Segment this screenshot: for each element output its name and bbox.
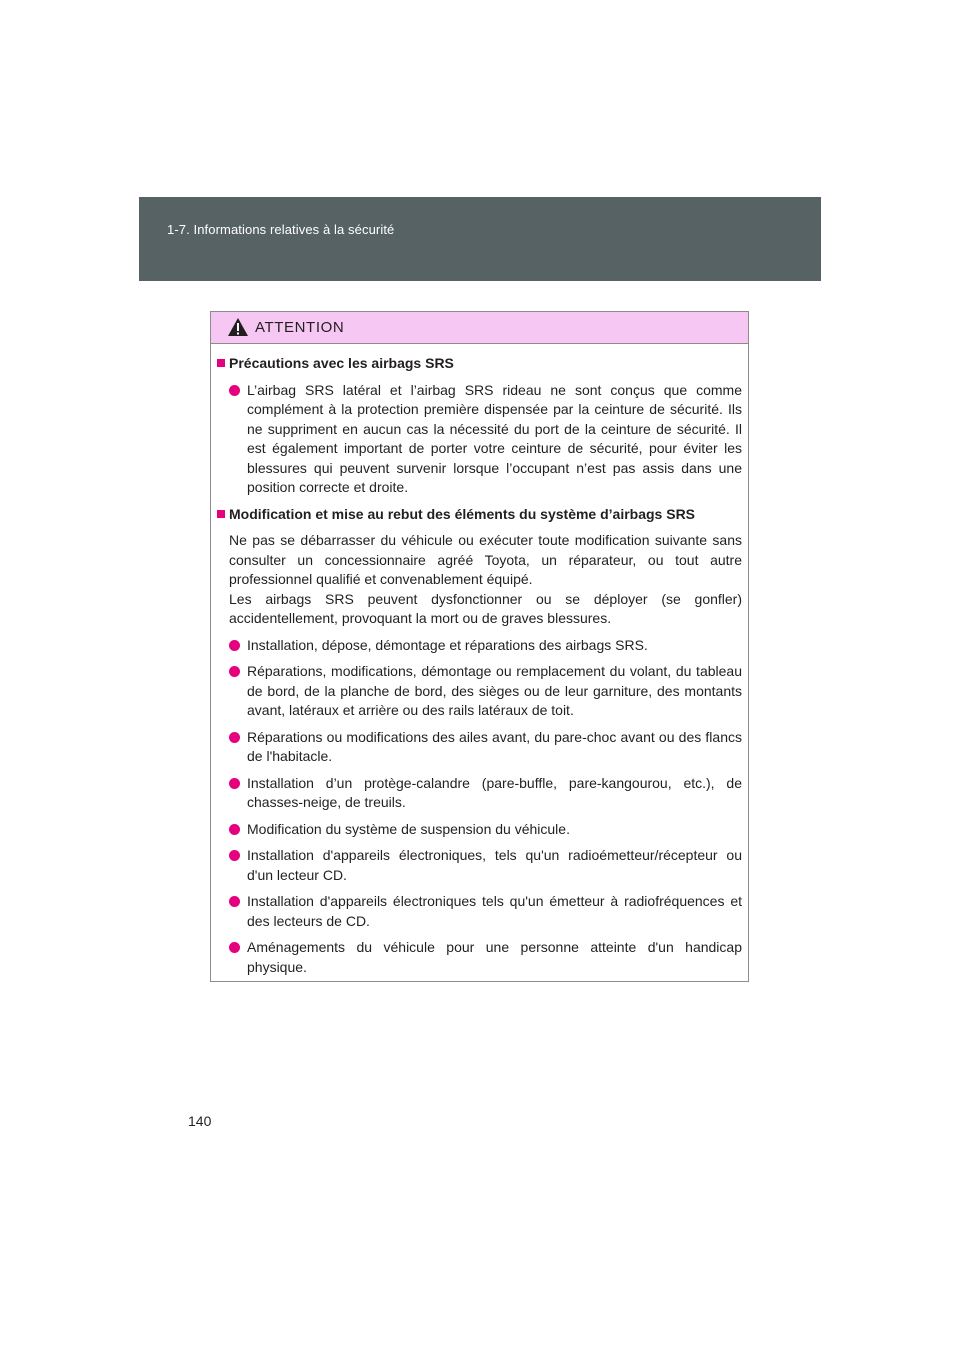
round-bullet-icon bbox=[229, 640, 240, 651]
round-bullet-icon bbox=[229, 896, 240, 907]
list-item-text: Aménagements du véhicule pour une personne atteinte d'un handicap physique. bbox=[247, 939, 742, 975]
list-item bbox=[217, 846, 742, 885]
paragraph-text: Ne pas se débarrasser du véhicule ou exécuter toute modification suivante sans consulter un concessionnaire agréé Toyota, un réparateur, ou tout autre professionnel qualifié et convenablement équipé. bbox=[229, 532, 742, 587]
section-header-title: 1-7. Informations relatives à la sécurité bbox=[167, 222, 395, 237]
list-item-text: Installation d'appareils électroniques, tels qu'un radioémetteur/récepteur ou d'un lecteur CD. bbox=[247, 847, 742, 883]
round-bullet-icon bbox=[229, 778, 240, 789]
list-item-text: L’airbag SRS latéral et l’airbag SRS rideau ne sont conçus que comme complément à la protection première dispensée par la ceinture de sécurité. Ils ne suppriment en aucun cas la nécessité du port de la ceinture de sécurité. Il est également important de porter votre ceinture de sécurité, pour éviter les blessures qui peuvent survenir lorsque l’occupant n’est pas assis dans une position correcte et droite. bbox=[247, 381, 742, 495]
list-item bbox=[217, 636, 742, 656]
section-title-modification bbox=[217, 505, 742, 525]
list-item-text: Installation, dépose, démontage et réparations des airbags SRS. bbox=[247, 636, 648, 653]
round-bullet-icon bbox=[229, 732, 240, 743]
section-title-text: Modification et mise au rebut des éléments du système d’airbags SRS bbox=[229, 505, 696, 522]
attention-body bbox=[211, 344, 748, 977]
list-item bbox=[217, 662, 742, 721]
list-item bbox=[217, 938, 742, 977]
round-bullet-icon bbox=[229, 850, 240, 861]
list-item bbox=[217, 774, 742, 813]
round-bullet-icon bbox=[229, 824, 240, 835]
list-item-text: Installation d’un protège-calandre (pare-buffle, pare-kangourou, etc.), de chasses-neige, de treuils. bbox=[247, 774, 742, 810]
round-bullet-icon bbox=[229, 666, 240, 677]
attention-box bbox=[210, 311, 749, 982]
list-item-text: Installation d'appareils électroniques tels qu'un émetteur à radiofréquences et des lecteurs de CD. bbox=[247, 893, 742, 929]
list-item-text: Réparations ou modifications des ailes avant, du pare-choc avant ou des flancs de l'habitacle. bbox=[247, 728, 742, 764]
round-bullet-icon bbox=[229, 385, 240, 396]
list-item-text: Réparations, modifications, démontage ou remplacement du volant, du tableau de bord, de la planche de bord, des sièges ou de leur garniture, des montants avant, latéraux et arrière ou des rails latéraux de toit. bbox=[247, 663, 742, 718]
section-title-text: Précautions avec les airbags SRS bbox=[229, 355, 454, 371]
list-item bbox=[217, 381, 742, 498]
list-item-text: Modification du système de suspension du véhicule. bbox=[247, 820, 570, 837]
attention-title: ATTENTION bbox=[255, 319, 345, 336]
round-bullet-icon bbox=[229, 942, 240, 953]
list-item bbox=[217, 892, 742, 931]
page-number: 140 bbox=[188, 1113, 212, 1129]
warning-triangle-icon bbox=[227, 317, 249, 337]
paragraph-text: Les airbags SRS peuvent dysfonctionner ou se déployer (se gonfler) accidentellement, provoquant la mort ou de graves blessures. bbox=[229, 590, 742, 626]
section-title-precautions bbox=[217, 354, 742, 374]
square-bullet-icon bbox=[217, 359, 225, 367]
square-bullet-icon bbox=[217, 510, 225, 518]
section-paragraph bbox=[217, 531, 742, 629]
attention-header bbox=[211, 312, 748, 344]
section-header-band bbox=[139, 197, 821, 281]
list-item bbox=[217, 820, 742, 840]
list-item bbox=[217, 728, 742, 767]
